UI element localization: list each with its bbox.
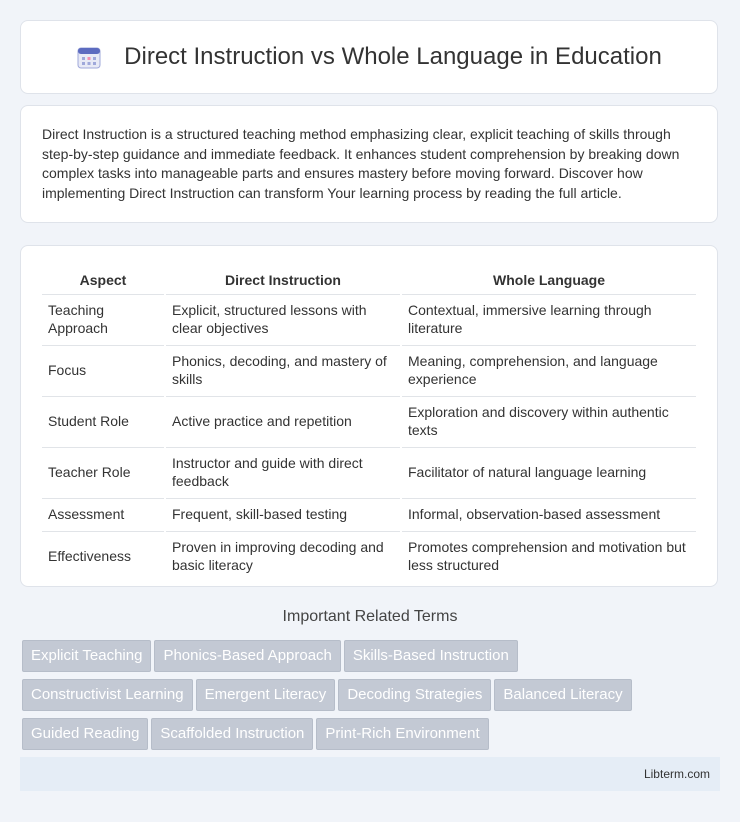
header-whole-language: Whole Language: [493, 272, 605, 288]
cell-aspect: Assessment: [42, 498, 164, 529]
related-terms-title: Important Related Terms: [282, 608, 458, 625]
table-row: [42, 447, 696, 496]
cell-aspect: Focus: [42, 345, 164, 394]
cell-aspect: Teacher Role: [42, 447, 164, 496]
term-tag[interactable]: Guided Reading: [22, 718, 148, 750]
table-header-row: [42, 268, 696, 292]
calendar-icon: [76, 44, 102, 70]
comparison-card: [20, 245, 718, 587]
cell-whole: Exploration and discovery within authentic texts: [402, 396, 696, 445]
term-tag[interactable]: Print-Rich Environment: [316, 718, 488, 750]
page-title: Direct Instruction vs Whole Language in Education: [124, 43, 662, 70]
header-aspect: Aspect: [79, 272, 127, 288]
intro-card: [20, 105, 718, 223]
title-card: [20, 20, 718, 94]
cell-whole: Facilitator of natural language learning: [402, 447, 696, 496]
table-row: [42, 345, 696, 394]
cell-aspect: Teaching Approach: [42, 294, 164, 343]
cell-whole: Meaning, comprehension, and language experience: [402, 345, 696, 394]
cell-direct: Proven in improving decoding and basic literacy: [166, 531, 400, 580]
term-tag[interactable]: Emergent Literacy: [196, 679, 336, 711]
intro-text: Direct Instruction is a structured teaching method emphasizing clear, explicit teaching of skills through step-by-step guidance and immediate feedback. It enhances student comprehension by breaking down complex tasks into manageable parts and ensures mastery before moving forward. Discover how implementing Direct Instruction can transform Your learning process by reading the full article.: [42, 126, 680, 201]
table-row: [42, 498, 696, 529]
table-row: [42, 531, 696, 580]
term-tag[interactable]: Scaffolded Instruction: [151, 718, 313, 750]
cell-whole: Promotes comprehension and motivation but less structured: [402, 531, 696, 580]
term-tag[interactable]: Explicit Teaching: [22, 640, 151, 672]
header-direct-instruction: Direct Instruction: [225, 272, 341, 288]
comparison-table: [40, 266, 698, 582]
term-tag[interactable]: Constructivist Learning: [22, 679, 193, 711]
cell-aspect: Effectiveness: [42, 531, 164, 580]
cell-aspect: Student Role: [42, 396, 164, 445]
term-tag[interactable]: Skills-Based Instruction: [344, 640, 518, 672]
cell-direct: Active practice and repetition: [166, 396, 400, 445]
cell-direct: Explicit, structured lessons with clear objectives: [166, 294, 400, 343]
term-tag[interactable]: Decoding Strategies: [338, 679, 491, 711]
table-row: [42, 294, 696, 343]
cell-direct: Instructor and guide with direct feedback: [166, 447, 400, 496]
term-tag[interactable]: Balanced Literacy: [494, 679, 631, 711]
term-tag[interactable]: Phonics-Based Approach: [154, 640, 340, 672]
cell-whole: Informal, observation-based assessment: [402, 498, 696, 529]
table-row: [42, 396, 696, 445]
related-terms-list: [22, 640, 722, 757]
cell-direct: Phonics, decoding, and mastery of skills: [166, 345, 400, 394]
footer: [20, 757, 720, 791]
footer-site-link[interactable]: Libterm.com: [643, 767, 710, 781]
cell-whole: Contextual, immersive learning through literature: [402, 294, 696, 343]
cell-direct: Frequent, skill-based testing: [166, 498, 400, 529]
